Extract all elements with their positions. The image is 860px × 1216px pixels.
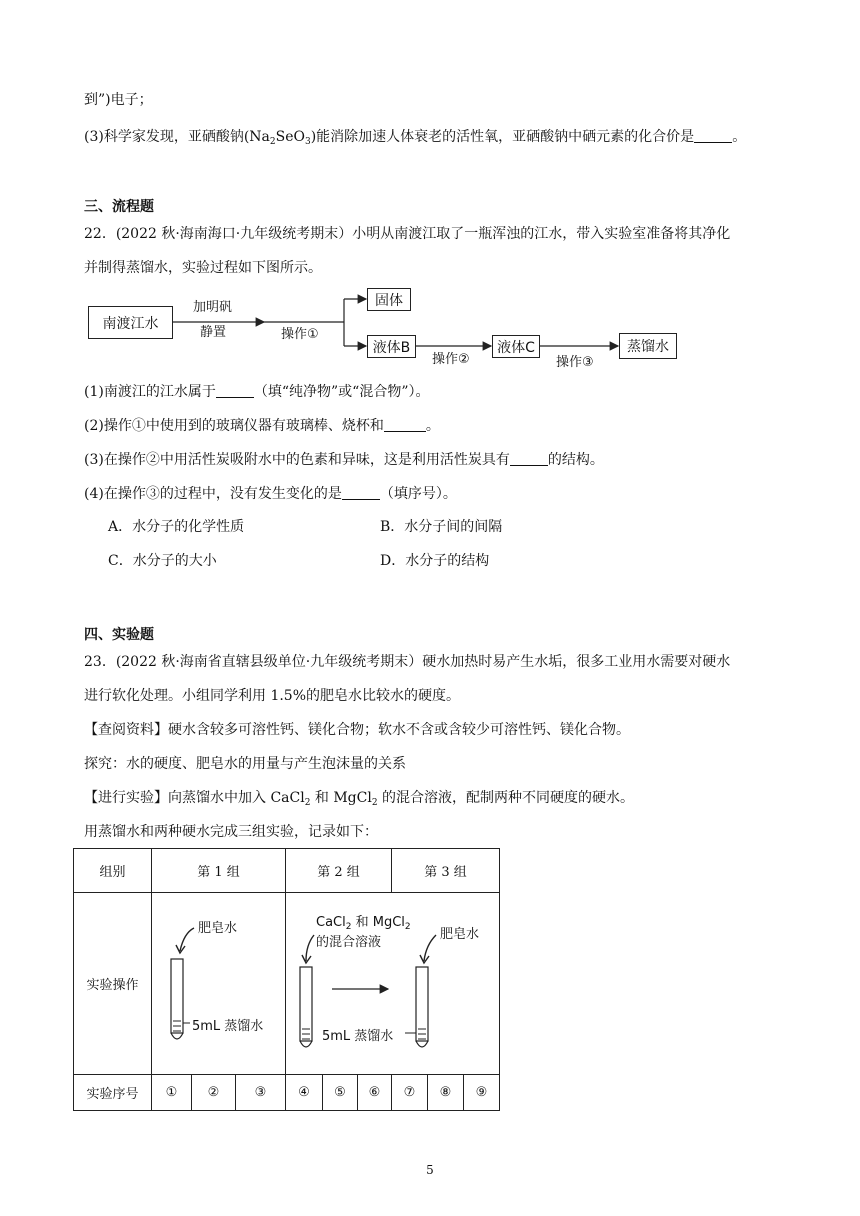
section-heading-flow: 三、流程题	[84, 199, 154, 215]
cell-group-3: 第 3 组	[392, 849, 500, 893]
cell-seq-1: ①	[152, 1075, 192, 1111]
option-a[interactable]: A．水分子的化学性质	[108, 519, 245, 535]
label-soap-water-1: 肥皂水	[198, 921, 238, 936]
label-distilled-water-2: 5mL 蒸馏水	[322, 1029, 394, 1044]
prev-question-tail: 到”)电子；	[84, 92, 153, 108]
experiment-table	[73, 848, 500, 1111]
question-21-3: (3)科学家发现，亚硒酸钠$(Na_2SeO_3)$能消除加速人体衰老的活性氧，亚硒酸钠中硒元素的化合价是 。	[84, 129, 747, 147]
cell-seq-3: ③	[236, 1075, 286, 1111]
flow-node-start: 南渡江水	[88, 306, 173, 339]
table-row-header	[74, 849, 500, 893]
flow-node-liquid-c: 液体C	[492, 335, 540, 358]
cell-group-label: 组别	[74, 849, 152, 893]
label-mixed-solution-line2: 的混合溶液	[316, 935, 382, 950]
experiment-paragraph: 【进行实验】向蒸馏水中加入 CaCl$_2$ 和 MgCl$_2$ 的混合溶液，配制两种不同硬度的硬水。	[84, 790, 635, 808]
answer-blank[interactable]	[342, 485, 380, 500]
table-row-operation	[74, 893, 500, 1075]
question-22-4: (4)在操作③的过程中，没有发生变化的是 （填序号）。	[84, 486, 457, 502]
label-distilled-water-1: 5mL 蒸馏水	[192, 1019, 264, 1034]
cell-group-1: 第 1 组	[152, 849, 286, 893]
question-22-1: (1)南渡江的江水属于 （填“纯净物”或“混合物”）。	[84, 384, 430, 400]
cell-seq-4: ④	[286, 1075, 323, 1111]
flow-label-op3: 操作③	[556, 355, 594, 370]
question-22-line1: 22．(2022 秋·海南海口·九年级统考期末）小明从南渡江取了一瓶浑浊的江水，带入实验室准备将其净化	[84, 226, 731, 242]
explore-paragraph: 探究：水的硬度、肥皂水的用量与产生泡沫量的关系	[84, 756, 406, 772]
flow-label-op1: 操作①	[281, 327, 319, 342]
flow-node-solid: 固体	[367, 288, 411, 311]
flow-node-end: 蒸馏水	[619, 333, 677, 359]
option-d[interactable]: D．水分子的结构	[380, 553, 490, 569]
record-paragraph: 用蒸馏水和两种硬水完成三组实验，记录如下：	[84, 824, 378, 840]
answer-blank[interactable]	[384, 417, 426, 432]
cell-seq-6: ⑥	[358, 1075, 392, 1111]
answer-blank[interactable]	[216, 383, 254, 398]
page-number: 5	[426, 1163, 434, 1177]
question-22-2: (2)操作①中使用到的玻璃仪器有玻璃棒、烧杯和 。	[84, 418, 440, 434]
cell-seq-2: ②	[192, 1075, 236, 1111]
table-row-sequence	[74, 1075, 500, 1111]
flow-arrows	[0, 0, 860, 400]
section-heading-experiment: 四、实验题	[84, 627, 154, 643]
cell-sequence-label: 实验序号	[74, 1075, 152, 1111]
question-23-line1: 23．(2022 秋·海南省直辖县级单位·九年级统考期末）硬水加热时易产生水垢，很多工业用水需要对硬水	[84, 654, 731, 670]
cell-operation-label: 实验操作	[74, 893, 152, 1075]
info-paragraph: 【查阅资料】硬水含较多可溶性钙、镁化合物；软水不含或含较少可溶性钙、镁化合物。	[84, 722, 630, 738]
option-b[interactable]: B．水分子间的间隔	[380, 519, 503, 535]
label-soap-water-2: 肥皂水	[440, 927, 480, 942]
cell-seq-9: ⑨	[464, 1075, 500, 1111]
question-22-line2: 并制得蒸馏水，实验过程如下图所示。	[84, 260, 322, 276]
flow-label-settle: 静置	[200, 325, 227, 340]
flow-label-op2: 操作②	[432, 352, 470, 367]
cell-group-2: 第 2 组	[286, 849, 392, 893]
cell-seq-8: ⑧	[428, 1075, 464, 1111]
label-mixed-solution-line1: CaCl$_2$ 和 MgCl$_2$	[316, 915, 411, 932]
flow-label-add-alum: 加明矾	[193, 300, 233, 315]
option-c[interactable]: C．水分子的大小	[108, 553, 217, 569]
question-23-line2: 进行软化处理。小组同学利用 1.5%的肥皂水比较水的硬度。	[84, 688, 461, 704]
flow-node-liquid-b: 液体B	[367, 335, 416, 358]
cell-seq-7: ⑦	[392, 1075, 428, 1111]
question-22-3: (3)在操作②中用活性炭吸附水中的色素和异味，这是利用活性炭具有 的结构。	[84, 452, 604, 468]
answer-blank[interactable]	[510, 451, 548, 466]
cell-seq-5: ⑤	[323, 1075, 358, 1111]
cell-operation-group1	[152, 893, 286, 1075]
cell-operation-group23	[286, 893, 500, 1075]
